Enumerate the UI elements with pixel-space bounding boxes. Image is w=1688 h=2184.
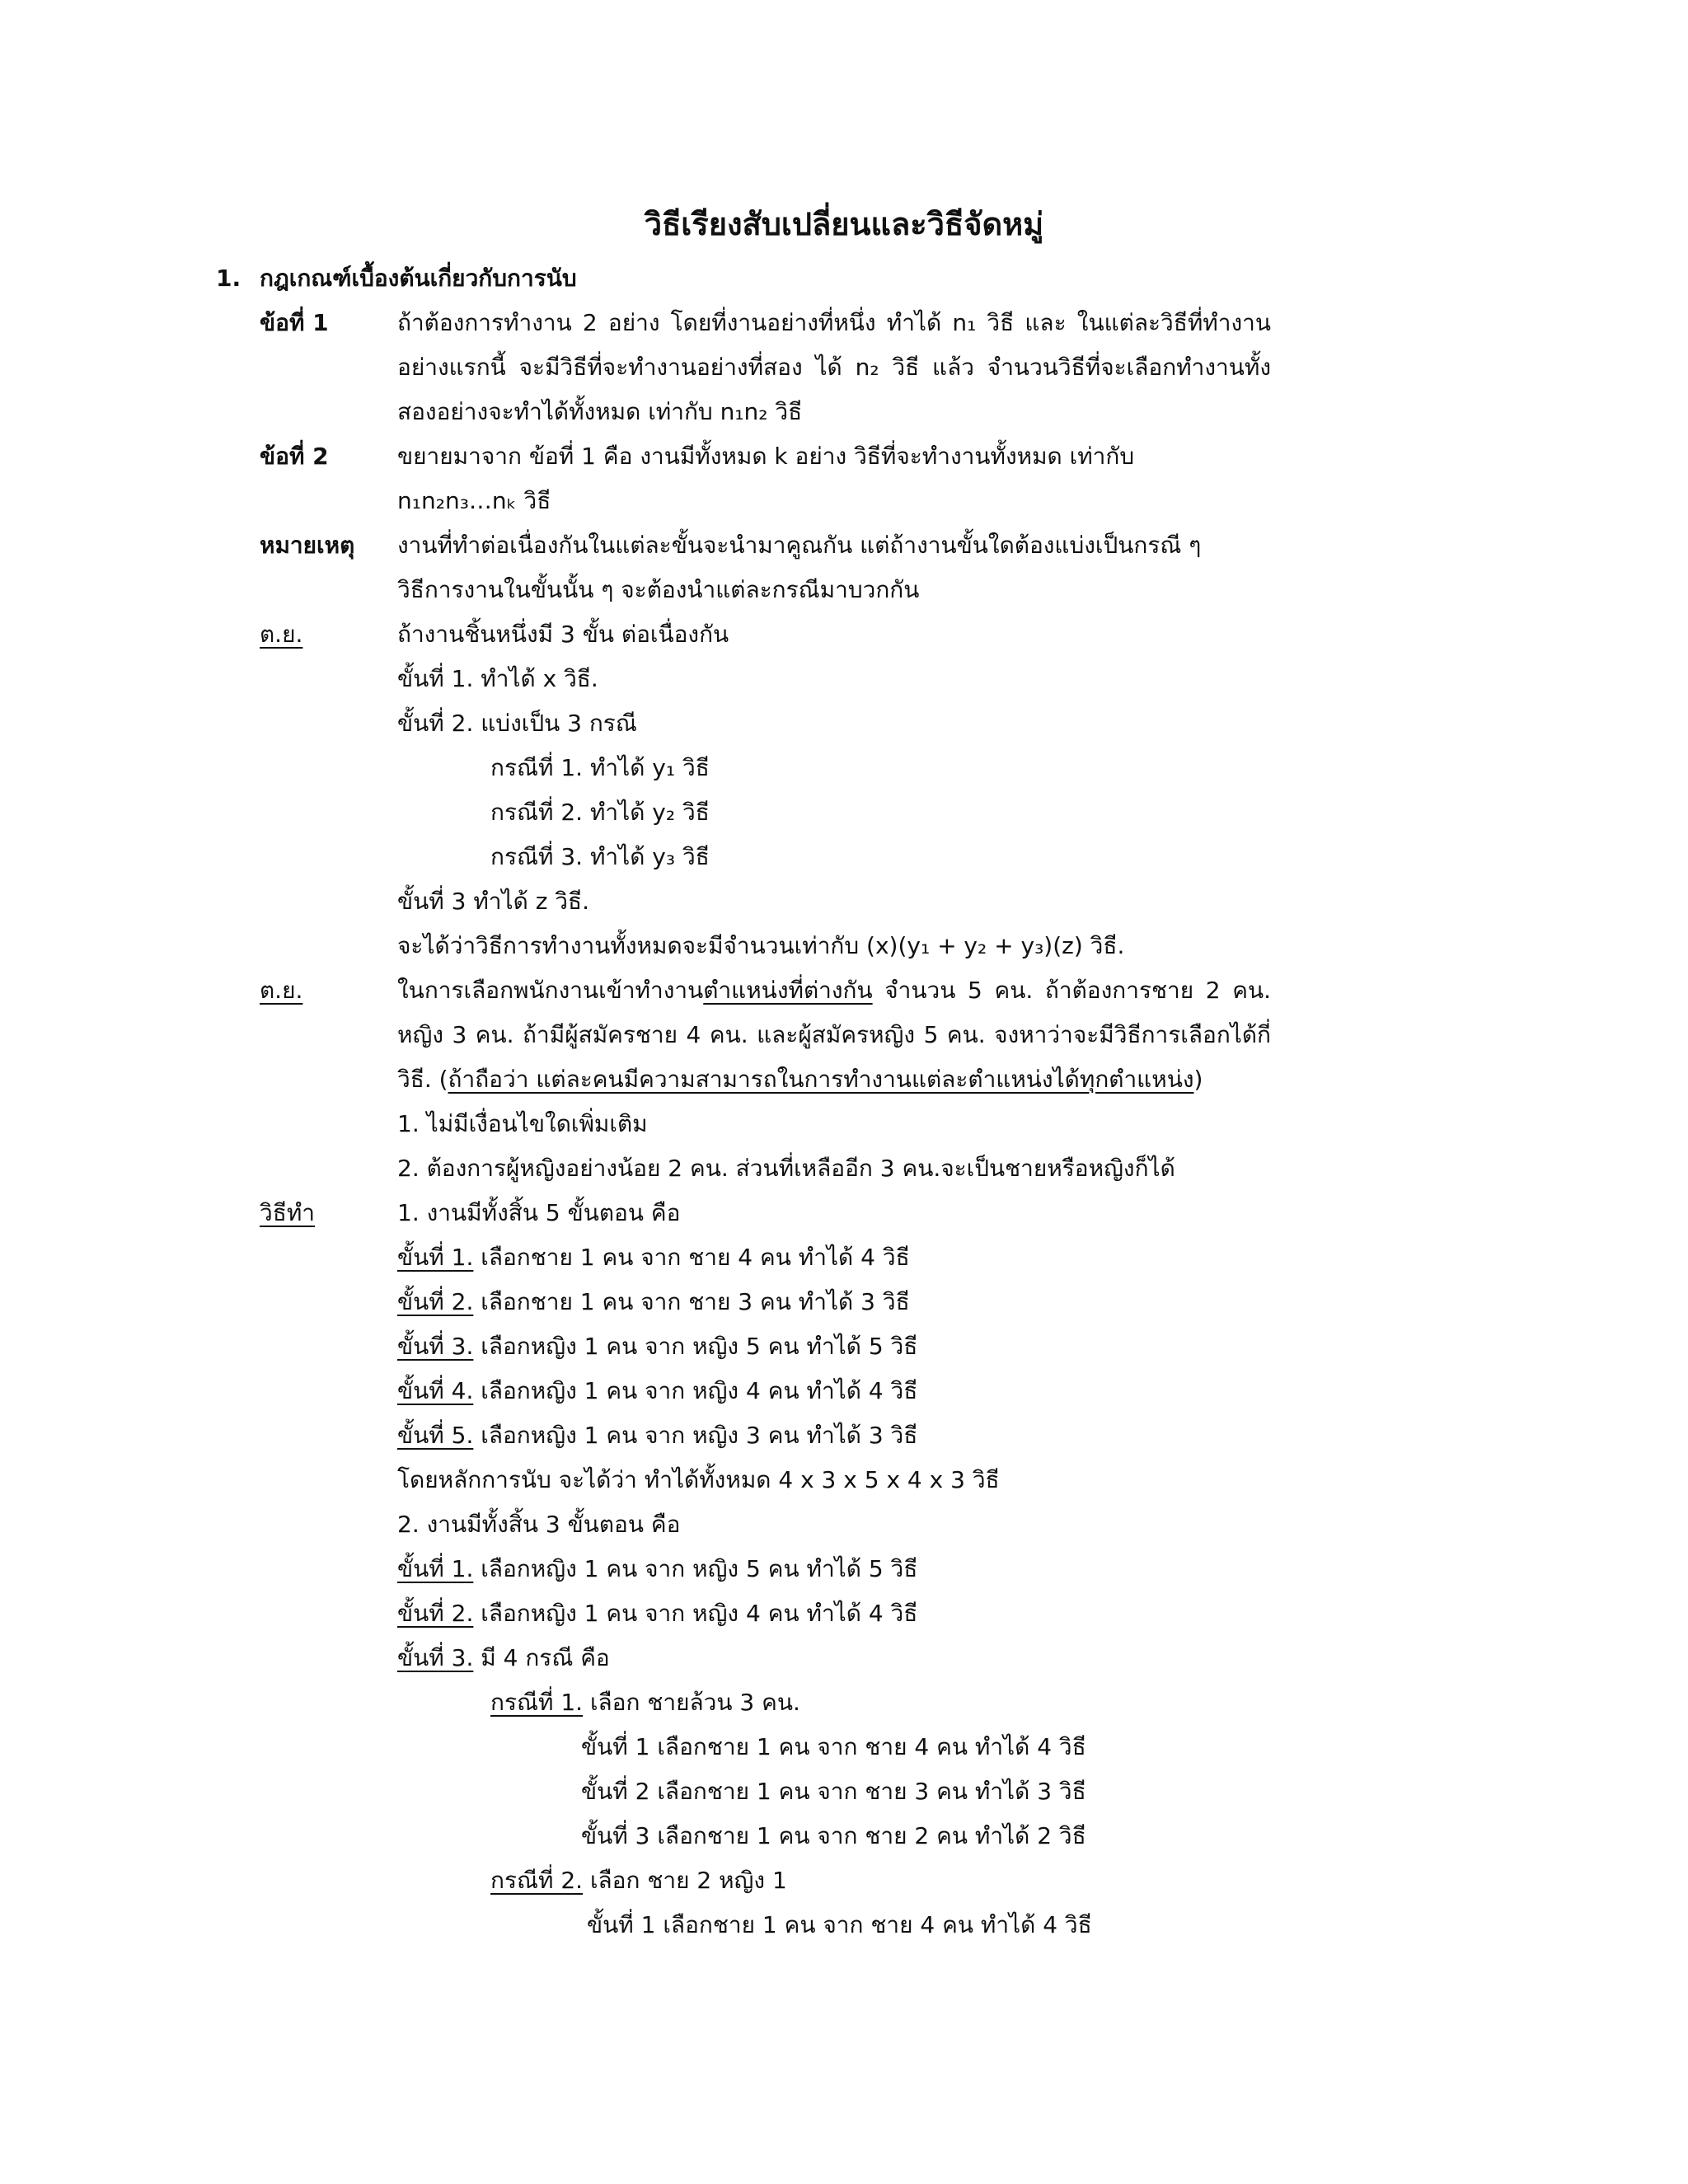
example-1-case-1: กรณีที่ 1. ทำได้ y₁ วิธี <box>490 754 710 781</box>
rule-1-line-2: อย่างแรกนี้ จะมีวิธีที่จะทำงานอย่างที่สอง ได้ n₂ วิธี แล้ว จำนวนวิธีที่จะเลือกทำงานทั้ง <box>397 354 1271 381</box>
rule-2-line-1: ขยายมาจาก ข้อที่ 1 คือ งานมีทั้งหมด k อย่าง วิธีที่จะทำงานทั้งหมด เท่ากับ <box>397 443 1135 470</box>
example-2-line-1-text: ในการเลือกพนักงานเข้าทำงาน <box>397 977 704 1004</box>
part-2-step-label: ขั้นที่ 3. <box>397 1644 474 1671</box>
example-2-line-3-text: วิธี. ( <box>397 1066 448 1093</box>
note-line-1: งานที่ทำต่อเนื่องกันในแต่ละขั้นจะนำมาคูณกัน แต่ถ้างานขั้นใดต้องแบ่งเป็นกรณี ๆ <box>397 532 1202 559</box>
rule-1-label: ข้อที่ 1 <box>260 309 329 336</box>
example-1-label: ต.ย. <box>260 621 303 648</box>
part-2-step <box>397 1642 610 1675</box>
part-1-step <box>397 1286 910 1319</box>
case-2-text: เลือก ชาย 2 หญิง 1 <box>583 1867 787 1894</box>
case-2 <box>490 1864 787 1897</box>
part-1-step-label: ขั้นที่ 2. <box>397 1288 474 1315</box>
example-1-intro: ถ้างานชิ้นหนึ่งมี 3 ขั้น ต่อเนื่องกัน <box>397 621 729 648</box>
case-1-step: ขั้นที่ 3 เลือกชาย 1 คน จาก ชาย 2 คน ทำได้ 2 วิธี <box>581 1822 1086 1849</box>
example-1-case-2: กรณีที่ 2. ทำได้ y₂ วิธี <box>490 799 710 826</box>
example-1-case-3: กรณีที่ 3. ทำได้ y₃ วิธี <box>490 843 710 870</box>
part-1-step <box>397 1330 917 1363</box>
example-2-line-1 <box>397 974 1271 1007</box>
case-1-step: ขั้นที่ 2 เลือกชาย 1 คน จาก ชาย 3 คน ทำได้ 3 วิธี <box>581 1778 1086 1805</box>
example-2-question-2: 2. ต้องการผู้หญิงอย่างน้อย 2 คน. ส่วนที่เหลืออีก 3 คน.จะเป็นชายหรือหญิงก็ได้ <box>397 1155 1175 1182</box>
example-1-result: จะได้ว่าวิธีการทำงานทั้งหมดจะมีจำนวนเท่ากับ (x)(y₁ + y₂ + y₃)(z) วิธี. <box>397 932 1125 959</box>
section-heading: กฎเกณฑ์เบื้องต้นเกี่ยวกับการนับ <box>260 265 577 292</box>
part-2-step-label: ขั้นที่ 2. <box>397 1600 474 1627</box>
case-1-text: เลือก ชายล้วน 3 คน. <box>583 1689 800 1716</box>
rule-1-line-1: ถ้าต้องการทำงาน 2 อย่าง โดยที่งานอย่างที่หนึ่ง ทำได้ n₁ วิธี และ ในแต่ละวิธีที่ทำงาน <box>397 309 1271 336</box>
example-2-question-1: 1. ไม่มีเงื่อนไขใดเพิ่มเติม <box>397 1110 648 1137</box>
case-1-label: กรณีที่ 1. <box>490 1689 584 1716</box>
example-1-step-2: ขั้นที่ 2. แบ่งเป็น 3 กรณี <box>397 710 637 737</box>
part-2-step <box>397 1597 917 1630</box>
part-1-step-label: ขั้นที่ 4. <box>397 1377 474 1404</box>
part-1-step-text: เลือกหญิง 1 คน จาก หญิง 5 คน ทำได้ 5 วิธี <box>473 1333 918 1360</box>
part-2-step-text: เลือกหญิง 1 คน จาก หญิง 4 คน ทำได้ 4 วิธี <box>473 1600 918 1627</box>
case-2-step: ขั้นที่ 1 เลือกชาย 1 คน จาก ชาย 4 คน ทำได้ 4 วิธี <box>587 1911 1092 1938</box>
part-1-step-text: เลือกชาย 1 คน จาก ชาย 3 คน ทำได้ 3 วิธี <box>473 1288 910 1315</box>
rule-1-line-3: สองอย่างจะทำได้ทั้งหมด เท่ากับ n₁n₂ วิธี <box>397 398 803 425</box>
case-1-step: ขั้นที่ 1 เลือกชาย 1 คน จาก ชาย 4 คน ทำได้ 4 วิธี <box>581 1733 1086 1760</box>
part-1-step <box>397 1419 917 1452</box>
rule-2-line-2: n₁n₂n₃…nₖ วิธี <box>397 487 551 514</box>
part-2-step-text: เลือกหญิง 1 คน จาก หญิง 5 คน ทำได้ 5 วิธี <box>473 1555 918 1582</box>
part-1-step <box>397 1375 917 1408</box>
part-1-step-text: เลือกหญิง 1 คน จาก หญิง 3 คน ทำได้ 3 วิธี <box>473 1422 918 1449</box>
example-2-line-3-close: ) <box>1193 1066 1203 1093</box>
case-1 <box>490 1686 800 1719</box>
solution-label: วิธีทำ <box>260 1199 315 1226</box>
part-2-step <box>397 1553 917 1586</box>
part-1-result: โดยหลักการนับ จะได้ว่า ทำได้ทั้งหมด 4 x 3 x 5 x 4 x 3 วิธี <box>397 1466 1000 1493</box>
rule-2-label: ข้อที่ 2 <box>260 443 329 470</box>
example-2-label: ต.ย. <box>260 977 303 1004</box>
page-title: วิธีเรียงสับเปลี่ยนและวิธีจัดหมู่ <box>644 205 1044 242</box>
note-line-2: วิธีการงานในขั้นนั้น ๆ จะต้องนำแต่ละกรณีมาบวกกัน <box>397 576 920 603</box>
part-1-step-text: เลือกชาย 1 คน จาก ชาย 4 คน ทำได้ 4 วิธี <box>473 1244 910 1271</box>
case-2-label: กรณีที่ 2. <box>490 1867 584 1894</box>
solution-part-1: 1. งานมีทั้งสิ้น 5 ขั้นตอน คือ <box>397 1199 681 1226</box>
solution-part-2: 2. งานมีทั้งสิ้น 3 ขั้นตอน คือ <box>397 1511 681 1538</box>
example-1-step-3: ขั้นที่ 3 ทำได้ z วิธี. <box>397 888 590 915</box>
example-2-assumption: ถ้าถือว่า แต่ละคนมีความสามารถในการทำงานแต่ละตำแหน่งได้ทุกตำแหน่ง <box>448 1066 1194 1093</box>
example-2-line-2: หญิง 3 คน. ถ้ามีผู้สมัครชาย 4 คน. และผู้สมัครหญิง 5 คน. จงหาว่าจะมีวิธีการเลือกได้กี่ <box>397 1021 1271 1048</box>
example-2-line-1-rest: จำนวน 5 คน. ถ้าต้องการชาย 2 คน. <box>872 977 1271 1004</box>
part-2-step-label: ขั้นที่ 1. <box>397 1555 474 1582</box>
part-1-step-label: ขั้นที่ 1. <box>397 1244 474 1271</box>
section-number: 1. <box>216 265 241 292</box>
part-1-step-label: ขั้นที่ 5. <box>397 1422 474 1449</box>
example-1-step-1: ขั้นที่ 1. ทำได้ x วิธี. <box>397 665 598 692</box>
part-1-step <box>397 1241 910 1274</box>
example-2-line-3 <box>397 1063 1203 1096</box>
note-label: หมายเหตุ <box>260 532 355 559</box>
example-2-underlined-phrase: ตำแหน่งที่ต่างกัน <box>703 977 873 1004</box>
part-1-step-text: เลือกหญิง 1 คน จาก หญิง 4 คน ทำได้ 4 วิธี <box>473 1377 918 1404</box>
part-2-step-text: มี 4 กรณี คือ <box>473 1644 610 1671</box>
part-1-step-label: ขั้นที่ 3. <box>397 1333 474 1360</box>
